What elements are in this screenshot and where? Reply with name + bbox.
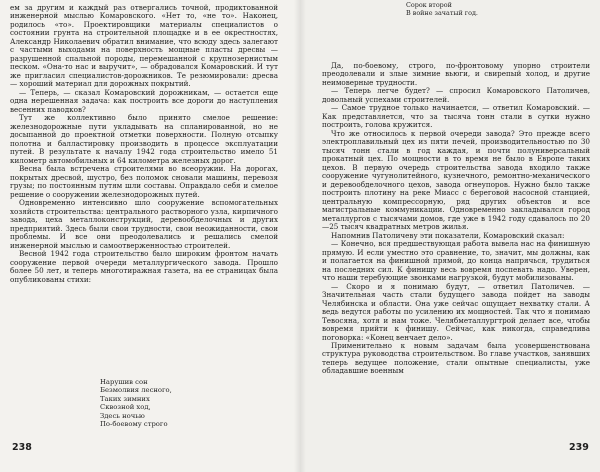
poem-line: Безмолвия лесного, (100, 386, 172, 395)
paragraph: Напомнив Патоличеву эти показатели, Комаровский сказал: (331, 230, 565, 240)
paragraph: — Теперь легче будет? — спросил Комаровского Патоличев, довольный успехами строителей. (322, 86, 590, 104)
paragraph: Что же относилось к первой очереди завода? Это прежде всего электроплавильный цех из пяти печей, производительностью по 30 тысяч тонн стали в год каждая, и почти полуниверсальный прокатный цех. По мощности в то время не было в Европе таких цехов. В первую очередь строительства завода входило также сооружение чугунолитейного, кузнечного, ремонтно-механического и деревообделочного цехов, завода огнеупоров. Нужно было также построить плотину на реке Миасс с береговой насосной станцией, центральную компрессорную, ряд других объектов и все магистральные коммуникации. Одновременно закладывался город металлургов с тысячами домов, где уже в 1942 году сдавалось по 20—25 тысяч квадратных метров жилья. (322, 128, 590, 232)
poem-line: Здесь ночью (100, 411, 145, 420)
paragraph: Весна была встречена строителями во всеоружии. На дорогах, покрытых дресвой, шустро, без поломок сновали машины, перевозя грузы; по постоянным путям шли составы. Оправдало себя и смелое решение о сооружении железнодорожных путей. (10, 164, 278, 199)
poem-continuation (406, 2, 478, 18)
paragraph: Да, по-боевому, строго, по-фронтовому упорно строители преодолевали и злые зимние вьюги, и свирепый холод, и другие неимоверные трудности. (322, 61, 590, 87)
right-page (300, 0, 600, 472)
poem-line: По-боевому строго (100, 420, 168, 429)
page-number: 238 (12, 442, 32, 453)
paragraph: — Теперь, — сказал Комаровский дорожникам, — остается еще одна нерешенная задача: как построить все дороги до наступления весенних паводков? (10, 87, 278, 114)
poem-excerpt (100, 378, 172, 428)
poem-line: Нарушив сон (100, 378, 148, 386)
poem-line: Сорок второй (406, 1, 452, 9)
paragraph: Одновременно интенсивно шло сооружение вспомогательных хозяйств строительства: центрального растворного узла, кирпичного завода, цеха металлоконструкций, деревообделочных и других предприятий. Здесь были свои трудности, свои неожиданности, свои проблемы. И все они преодолевались и решались смелой инженерной мыслью и самоотверженностью строителей. (10, 198, 278, 250)
book-gutter (294, 0, 306, 472)
paragraph: Применительно к новым задачам была усовершенствована структура руководства строительством. Во главе участков, занявших теперь ведущее положение, стали опытные специалисты, уже обладавшие военным (322, 340, 590, 376)
page-number: 239 (569, 442, 589, 453)
right-page-text (322, 62, 590, 376)
poem-line: Таких зимних (100, 394, 150, 403)
paragraph: — Самое трудное только начинается, — ответил Комаровский. — Как представляется, что за тысяча тонн стали в сутки нужно построить, голова кружится. (322, 103, 590, 130)
poem-line: Сквозной ход, (100, 403, 151, 412)
paragraph: Тут же коллективно было принято смелое решение: железнодорожные пути укладывать на спланированной, но не досыпанной до проектной отметки поверхности. Полную отсыпку полотна и балластировку производить в процессе эксплуатации путей. В результате к началу 1942 года строительство имело 51 километр автомобильных и 64 километра железных дорог. (10, 113, 278, 165)
poem-line: В войне зачатый год. (406, 8, 478, 17)
paragraph: ем за другим и каждый раз отвергались точной, продиктованной инженерной мыслью Комаровского. «Нет то, «не то». Наконец, родилось «то». Проектировщики материалы специалистов о состоянии грунта на строительной площадке и в ее окрестностях, Александр Николаевич обратил внимание, что всюду здесь залегают с частыми выходами на поверхность мощные пласты дресвы — разрушенной спальной породы, перемешанной с крупнозернистым песком. «Она-то нас и выручит», — обрадовался Комаровский. И тут же пригласил специалистов-дорожников. Те резюмировали: дресва — хороший материал для дорожных покрытий. (10, 3, 278, 89)
left-page-text (10, 4, 278, 284)
paragraph: — Скоро и я понимаю будут, — ответил Патоличев. — Значительная часть стали будущего завода пойдет на заводы Челябинска и области. Она уже сейчас ощущает нехватку стали. А ведь ведутся работы по усилению их мощностей. Так что я понимаю Тевосяна, хотя и нам тоже. Челябметаллургтрой делает все, чтобы вовремя прийти к финишу. Сейчас, как никогда, справедлива поговорка: «Конец венчает дело». (322, 281, 590, 342)
paragraph: — Конечно, вся предшествующая работа вывела нас на финишную прямую. И если уместно это сравнение, то, значит, мы должны, как и полагается на финишной прямой, до конца напрячься, трудиться на последних сил. К финишу весь вовремя поспевать надо. Уверен, что наши теребующие звонками нагрузкой, будут мобилизованы. (322, 239, 590, 283)
paragraph: Весной 1942 года строительство было широким фронтом начать сооружение первой очереди металлургического завода. Прошло более 50 лет, и теперь многотиражная газета, на ее страницах была опубликованы стихи: (10, 249, 278, 284)
